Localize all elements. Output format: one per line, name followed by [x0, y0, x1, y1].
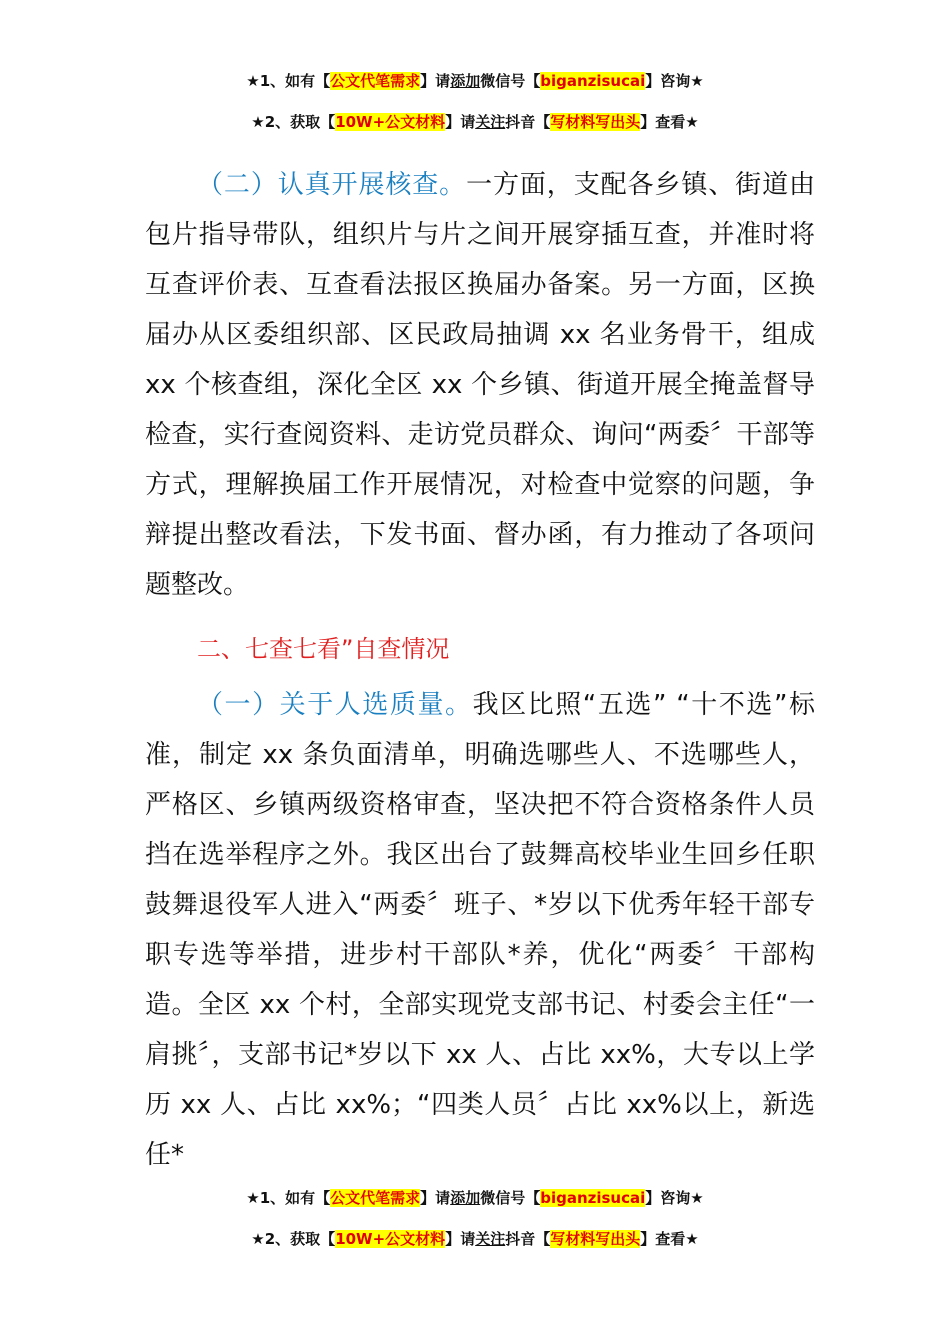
banner-text: 微信号【 [480, 72, 541, 90]
top-banner-line-2 [0, 112, 950, 132]
banner-text: 】查看★ [640, 113, 699, 131]
document-body [145, 160, 815, 1180]
banner-highlight: 10W+公文材料 [335, 113, 446, 131]
heading-text: 二、七查七看”自查情况 [197, 635, 450, 663]
banner-text: 】请 [420, 72, 451, 90]
section-heading-2 [145, 624, 815, 674]
section-check-paragraph [145, 160, 815, 610]
section-check-title: （二）认真开展核查。 [197, 170, 467, 200]
section-quality-text: 我区比照“五选” “十不选”标准，制定 xx 条负面清单，明确选哪些人、不选哪些人，严格区、乡镇两级资格审查，坚决把不符合资格条件人员挡在选举程序之外。我区出台了鼓舞高校毕业生回乡任职鼓舞退役军人进入“两委〞班子、*岁以下优秀年轻干部专职专选等举措，进步村干部队*养，优化“两委〞干部构造。全区 xx 个村，全部实现党支部书记、村委会主任“一肩挑〞，支部书记*岁以下 xx 人、占比 xx%，大专以上学历 xx 人、占比 xx%；“四类人员〞占比 xx%以上，新选任* [145, 690, 815, 1170]
banner-douyin-id: 写材料写出头 [550, 1230, 641, 1248]
banner-text: ★1、如有【 [246, 72, 331, 90]
banner-text: 】查看★ [640, 1230, 699, 1248]
banner-text: 】请 [445, 113, 476, 131]
banner-text: 】请 [420, 1189, 451, 1207]
banner-text: ★2、获取【 [251, 113, 336, 131]
banner-underline: 关注 [475, 1230, 506, 1248]
banner-underline: 添加 [450, 72, 481, 90]
bottom-banner-line-1 [0, 1188, 950, 1208]
banner-text: 抖音【 [505, 113, 551, 131]
section-quality-paragraph [145, 680, 815, 1180]
banner-underline: 关注 [475, 113, 506, 131]
banner-text: 微信号【 [480, 1189, 541, 1207]
banner-highlight: 公文代笔需求 [330, 72, 421, 90]
banner-text: 】请 [445, 1230, 476, 1248]
banner-text: 】咨询★ [645, 1189, 704, 1207]
bottom-banner-line-2 [0, 1229, 950, 1249]
banner-highlight: 10W+公文材料 [335, 1230, 446, 1248]
banner-text: ★1、如有【 [246, 1189, 331, 1207]
section-check-text: 一方面，支配各乡镇、街道由包片指导带队，组织片与片之间开展穿插互查，并准时将互查评价表、互查看法报区换届办备案。另一方面，区换届办从区委组织部、区民政局抽调 xx 名业务骨干，组成 xx 个核查组，深化全区 xx 个乡镇、街道开展全掩盖督导检查，实行查阅资料、走访党员群众、询问“两委〞干部等方式，理解换届工作开展情况，对检查中觉察的问题，争辩提出整改看法，下发书面、督办函，有力推动了各项问题整改。 [145, 170, 815, 600]
top-banner-line-1 [0, 71, 950, 91]
banner-text: 】咨询★ [645, 72, 704, 90]
banner-wechat-id: biganzisucai [540, 72, 646, 90]
banner-douyin-id: 写材料写出头 [550, 113, 641, 131]
banner-text: 抖音【 [505, 1230, 551, 1248]
banner-underline: 添加 [450, 1189, 481, 1207]
banner-highlight: 公文代笔需求 [330, 1189, 421, 1207]
banner-wechat-id: biganzisucai [540, 1189, 646, 1207]
section-quality-title: （一）关于人选质量。 [197, 690, 473, 720]
banner-text: ★2、获取【 [251, 1230, 336, 1248]
